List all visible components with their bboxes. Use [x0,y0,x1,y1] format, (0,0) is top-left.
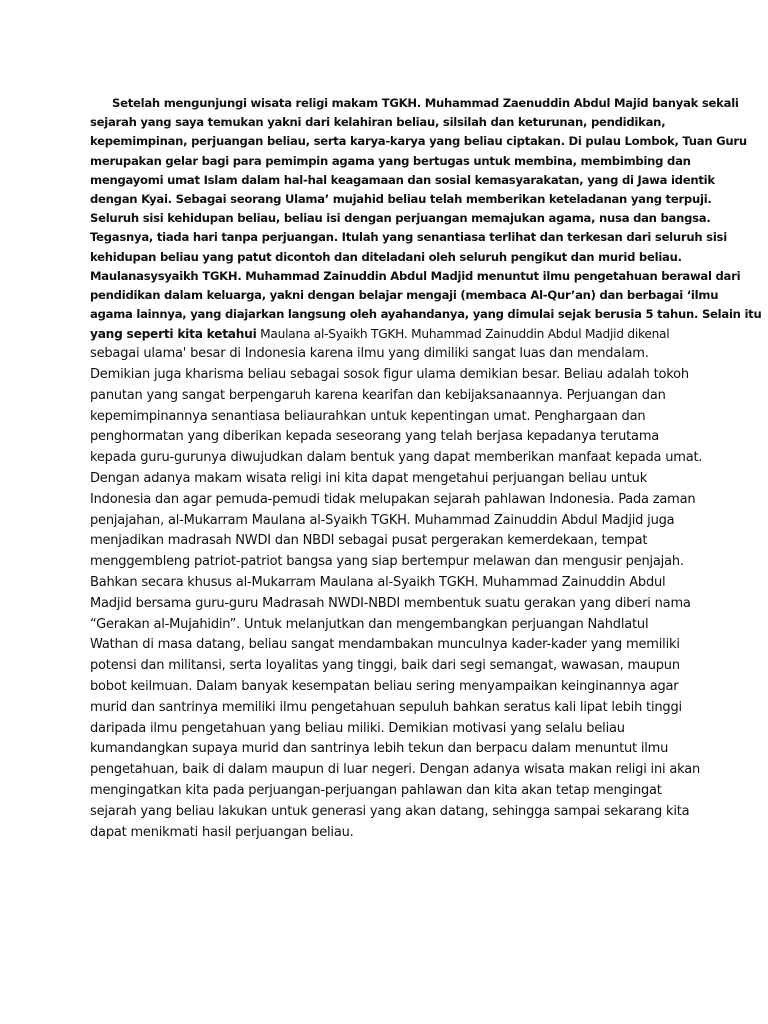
paragraph-line: panutan yang sangat berpengaruh karena kearifan dan kebijaksanaannya. Perjuangan dan [90,387,666,403]
paragraph-line: sebagai ulama' besar di Indonesia karena ilmu yang dimiliki sangat luas dan mendalam. [90,346,649,362]
paragraph-line: Madjid bersama guru-guru Madrasah NWDI-NBDI membentuk suatu gerakan yang diberi nama [90,595,691,611]
paragraph-line: kumandangkan supaya murid dan santrinya lebih tekun dan berpacu dalam menuntut ilmu [90,741,669,757]
paragraph-line: Demikian juga kharisma beliau sebagai sosok figur ulama demikian besar. Beliau adalah tokoh [90,367,689,383]
paragraph-line-mixed [90,324,690,344]
paragraph-line: “Gerakan al-Mujahidin”. Untuk melanjutkan dan mengembangkan perjuangan Nahdlatul [90,616,649,632]
paragraph-line: pendidikan dalam keluarga, yakni dengan belajar mengaji (membaca Al-Qur’an) dan berbagai ‘ilmu [90,287,719,302]
paragraph-line: kepemimpinannya senantiasa beliaurahkan untuk kepentingan umat. Penghargaan dan [90,408,646,424]
paragraph-line: bobot keilmuan. Dalam banyak kesempatan beliau sering menyampaikan keinginannya agar [90,679,679,694]
paragraph-line: Maulanasysyaikh TGKH. Muhammad Zainuddin Abdul Madjid menuntut ilmu pengetahuan berawal dari [90,268,741,283]
paragraph-line: murid dan santrinya memiliki ilmu pengetahuan sepuluh bahkan seratus kali lipat lebih tinggi [90,699,682,715]
paragraph-line: dapat menikmati hasil perjuangan beliau. [90,824,354,840]
paragraph-line: kepemimpinan, perjuangan beliau, serta karya-karya yang beliau ciptakan. Di pulau Lombok, Tuan Guru [90,134,747,149]
paragraph-line: Dengan adanya makam wisata religi ini kita dapat mengetahui perjuangan beliau untuk [90,471,648,487]
paragraph-line: daripada ilmu pengetahuan yang beliau miliki. Demikian motivasi yang selalu beliau [90,720,625,736]
paragraph-line: penghormatan yang diberikan kepada seseorang yang telah berjasa kepadanya terutama [90,429,660,445]
paragraph-line: sejarah yang saya temukan yakni dari kelahiran beliau, silsilah dan keturunan, pendidikan, [90,115,666,130]
paragraph-line: Indonesia dan agar pemuda-pemudi tidak melupakan sejarah pahlawan Indonesia. Pada zaman [90,491,696,507]
paragraph-line: penjajahan, al-Mukarram Maulana al-Syaikh TGKH. Muhammad Zainuddin Abdul Madjid juga [90,512,675,528]
paragraph-line: Setelah mengunjungi wisata religi makam TGKH. Muhammad Zaenuddin Abdul Majid banyak sekali [112,96,739,110]
mixed-line-regular-part: Maulana al-Syaikh TGKH. Muhammad Zainuddin Abdul Madjid dikenal [256,327,670,342]
paragraph-line: menggembleng patriot-patriot bangsa yang siap bertempur melawan dan mengusir penjajah. [90,554,684,570]
paragraph-line: Tegasnya, tiada hari tanpa perjuangan. Itulah yang senantiasa terlihat dan terkesan dari seluruh sisi [90,230,727,245]
paragraph-line: Seluruh sisi kehidupan beliau, beliau isi dengan perjuangan memajukan agama, nusa dan bangsa. [90,211,711,226]
paragraph-line: dengan Kyai. Sebagai seorang Ulama’ mujahid beliau telah memberikan keteladanan yang terpuji. [90,191,712,206]
paragraph-line: Wathan di masa datang, beliau sangat mendambakan munculnya kader-kader yang memiliki [90,637,680,653]
paragraph-line: potensi dan militansi, serta loyalitas yang tinggi, baik dari segi semangat, wawasan, maupun [90,658,680,674]
paragraph-line: pengetahuan, baik di dalam maupun di luar negeri. Dengan adanya wisata makan religi ini akan [90,762,701,778]
paragraph-line: mengingatkan kita pada perjuangan-perjuangan pahlawan dan kita akan tetap mengingat [90,782,662,798]
paragraph-line: agama lainnya, yang diajarkan langsung oleh ayahandanya, yang dimulai sejak berusia 5 tahun. Selain itu [90,307,762,322]
essay-paragraph [90,94,762,843]
paragraph-line: kehidupan beliau yang patut dicontoh dan diteladani oleh seluruh pengikut dan murid beliau. [90,249,682,264]
paragraph-line: menjadikan madrasah NWDI dan NBDI sebagai pusat pergerakan kemerdekaan, tempat [90,533,648,549]
paragraph-line: Bahkan secara khusus al-Mukarram Maulana al-Syaikh TGKH. Muhammad Zainuddin Abdul [90,575,666,591]
paragraph-line: mengayomi umat Islam dalam hal-hal keagamaan dan sosial kemasyarakatan, yang di Jawa identik [90,172,715,187]
paragraph-line: merupakan gelar bagi para pemimpin agama yang bertugas untuk membina, membimbing dan [90,153,691,168]
paragraph-line: kepada guru-gurunya diwujudkan dalam bentuk yang dapat memberikan manfaat kepada umat. [90,450,703,466]
mixed-line-bold-part: yang seperti kita ketahui [90,327,257,342]
paragraph-line: sejarah yang beliau lakukan untuk generasi yang akan datang, sehingga sampai sekarang kita [90,803,690,819]
